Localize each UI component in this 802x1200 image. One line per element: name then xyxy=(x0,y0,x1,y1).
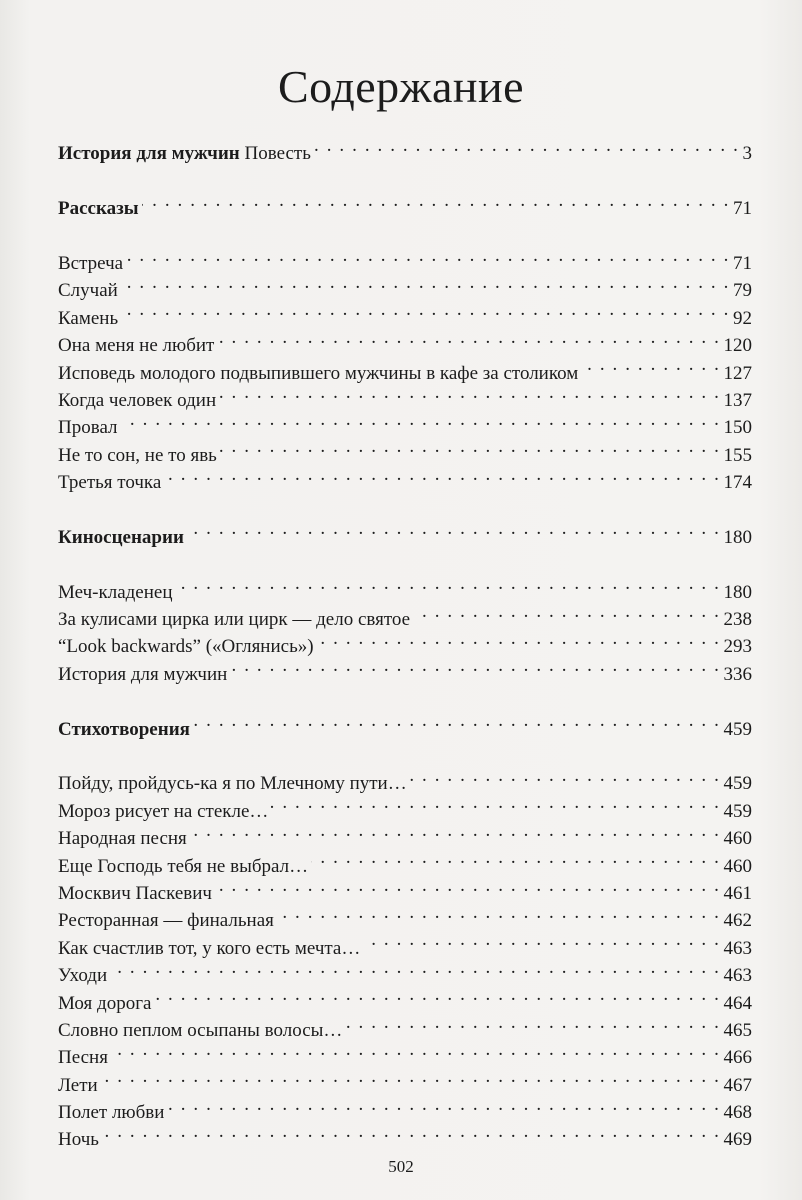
toc-entry-text: Народная песня xyxy=(58,828,187,850)
toc-entry-text: Как счастлив тот, у кого есть мечта… xyxy=(58,937,361,959)
toc-entry-title xyxy=(58,195,139,222)
dot-leader xyxy=(345,1009,720,1036)
toc-entry-text: Исповедь молодого подвыпившего мужчины в кафе за столиком xyxy=(58,362,579,384)
toc-entry-title xyxy=(58,1126,99,1153)
toc-entry xyxy=(58,1063,752,1096)
toc-entry-text: История для мужчин xyxy=(58,663,228,685)
dot-leader xyxy=(317,625,721,652)
toc-page-number: 466 xyxy=(723,1047,752,1069)
toc-page-number: 174 xyxy=(723,472,752,494)
toc-page-number: 467 xyxy=(723,1074,752,1096)
toc-entry xyxy=(58,1009,752,1041)
toc-page-number: 459 xyxy=(723,718,752,740)
dot-leader xyxy=(220,433,721,460)
toc-entry xyxy=(58,981,752,1014)
toc-page-number: 459 xyxy=(723,773,752,795)
toc-page-number: 468 xyxy=(723,1102,752,1124)
toc-page-number: 460 xyxy=(723,855,752,877)
toc-entry-bold-title: Стихотворения xyxy=(58,718,190,740)
dot-leader xyxy=(111,1036,721,1063)
dot-leader xyxy=(581,351,720,378)
toc-page-number: 92 xyxy=(733,307,752,329)
dot-leader xyxy=(193,707,721,734)
dot-leader xyxy=(271,789,720,816)
dot-leader xyxy=(121,296,730,323)
toc-section-heading xyxy=(58,187,752,220)
dot-leader xyxy=(314,132,740,159)
toc-entry-text: Лети xyxy=(58,1074,98,1096)
toc-entry-text: Мороз рисует на стекле… xyxy=(58,800,269,822)
toc-entry-title xyxy=(58,305,118,332)
toc-entry xyxy=(58,1118,752,1151)
toc-entry-title xyxy=(58,524,184,551)
dot-leader xyxy=(154,981,720,1008)
dot-leader xyxy=(217,324,720,351)
toc-entry xyxy=(58,762,752,795)
toc-entry-text: Меч-кладенец xyxy=(58,581,173,603)
toc-entry-title xyxy=(58,1072,98,1099)
dot-leader xyxy=(413,598,720,625)
toc-entry-title xyxy=(58,962,107,989)
toc-page-number: 238 xyxy=(723,609,752,631)
dot-leader xyxy=(102,1118,721,1145)
toc-entry-title xyxy=(58,414,118,441)
toc-page-number: 79 xyxy=(733,280,752,302)
toc-entry-text: Третья точка xyxy=(58,472,162,494)
dot-leader xyxy=(121,269,730,296)
toc-page-number: 137 xyxy=(723,389,752,411)
toc-entry xyxy=(58,954,752,987)
toc-section-heading xyxy=(58,707,752,740)
toc-entry-text: Полет любви xyxy=(58,1102,165,1124)
toc-page-number: 150 xyxy=(723,417,752,439)
dot-leader xyxy=(142,187,730,214)
dot-leader xyxy=(410,762,721,789)
toc-section-heading xyxy=(58,515,752,548)
toc-page-number: 71 xyxy=(733,252,752,274)
toc-entry-text: Ресторанная — финальная xyxy=(58,910,274,932)
section-gap xyxy=(58,214,752,241)
toc-entry-text: Провал xyxy=(58,417,118,439)
dot-leader xyxy=(101,1063,721,1090)
toc-entry-title xyxy=(58,579,173,606)
page-number: 502 xyxy=(388,1157,414,1176)
toc-entry xyxy=(58,132,752,165)
dot-leader xyxy=(176,570,721,597)
toc-entry-title xyxy=(58,825,187,852)
toc-entry-text: За кулисами цирка или цирк — дело святое xyxy=(58,609,411,631)
toc-entry-title xyxy=(58,661,227,688)
toc-entry-title xyxy=(58,140,311,167)
toc-entry-text: Моя дорога xyxy=(58,992,152,1014)
toc-page-number: 180 xyxy=(723,581,752,603)
toc-page-number: 462 xyxy=(723,910,752,932)
toc-entry-text: Встреча xyxy=(58,252,124,274)
toc-entry-text: “Look backwards” («Оглянись») xyxy=(58,636,314,658)
toc-entry-text: Пойду, пройдусь-ка я по Млечному пути… xyxy=(58,773,407,795)
toc-entry xyxy=(58,324,752,357)
toc-entry-title xyxy=(58,332,214,359)
dot-leader xyxy=(219,379,720,406)
toc-entry-title xyxy=(58,469,161,496)
toc-entry-title xyxy=(58,990,151,1017)
toc-page-number: 464 xyxy=(723,992,752,1014)
dot-leader xyxy=(277,899,721,926)
dot-leader xyxy=(190,817,721,844)
dot-leader xyxy=(126,242,730,269)
toc-page-number: 465 xyxy=(723,1019,752,1041)
toc-page-number: 293 xyxy=(723,636,752,658)
dot-leader xyxy=(167,1091,720,1118)
toc-entry-text: Камень xyxy=(58,307,119,329)
toc-page-number: 3 xyxy=(742,143,752,165)
toc-page-number: 461 xyxy=(723,882,752,904)
dot-leader xyxy=(164,461,720,488)
toc-entry xyxy=(58,406,752,439)
toc-entry-text: Повесть xyxy=(239,143,311,165)
toc-entry-title xyxy=(58,907,274,934)
toc-entry xyxy=(58,242,752,274)
toc-page-number: 127 xyxy=(723,362,752,384)
toc-page-number: 120 xyxy=(723,335,752,357)
toc-entry xyxy=(58,296,752,329)
toc-entry-text: Еще Господь тебя не выбрал… xyxy=(58,855,309,877)
toc-entry-text: Песня xyxy=(58,1047,108,1069)
toc-entry-text: Словно пеплом осыпаны волосы… xyxy=(58,1019,343,1041)
dot-leader xyxy=(311,844,720,871)
toc-entry-text: Уходи xyxy=(58,965,108,987)
toc-entry-title xyxy=(58,250,123,277)
toc-entry-text: Она меня не любит xyxy=(58,335,215,357)
toc-entry-text: Ночь xyxy=(58,1129,99,1151)
toc-page-number: 459 xyxy=(723,800,752,822)
toc-page-number: 460 xyxy=(723,828,752,850)
toc-entry-bold-title: Киносценарии xyxy=(58,526,184,548)
toc-entry-title xyxy=(58,277,118,304)
toc-entry-bold-title: История для мужчин xyxy=(58,143,240,165)
dot-leader xyxy=(121,406,721,433)
dot-leader xyxy=(230,652,720,679)
section-gap xyxy=(58,488,752,515)
toc-entry xyxy=(58,570,752,603)
dot-leader xyxy=(187,515,721,542)
toc-entry-text: Москвич Паскевич xyxy=(58,882,212,904)
toc-entry-bold-title: Рассказы xyxy=(58,198,139,220)
toc-entry-text: Когда человек один xyxy=(58,389,217,411)
dot-leader xyxy=(110,954,720,981)
table-of-contents xyxy=(58,132,752,1151)
toc-page-number: 463 xyxy=(723,965,752,987)
toc-entry xyxy=(58,1036,752,1069)
toc-entry-title xyxy=(58,880,212,907)
dot-leader xyxy=(363,926,720,953)
toc-entry-text: Случай xyxy=(58,280,118,302)
toc-page-number: 463 xyxy=(723,937,752,959)
toc-entry xyxy=(58,1091,752,1124)
toc-page-number: 71 xyxy=(733,198,752,220)
toc-page-number: 336 xyxy=(723,663,752,685)
toc-page-number: 180 xyxy=(723,526,752,548)
toc-entry xyxy=(58,433,752,466)
page-title: Содержание xyxy=(277,61,525,112)
toc-entry-title xyxy=(58,716,190,743)
toc-entry xyxy=(58,269,752,302)
toc-entry-text: Не то сон, не то явь xyxy=(58,444,217,466)
dot-leader xyxy=(215,872,721,899)
toc-page-number: 155 xyxy=(723,444,752,466)
toc-page-number: 469 xyxy=(723,1129,752,1151)
